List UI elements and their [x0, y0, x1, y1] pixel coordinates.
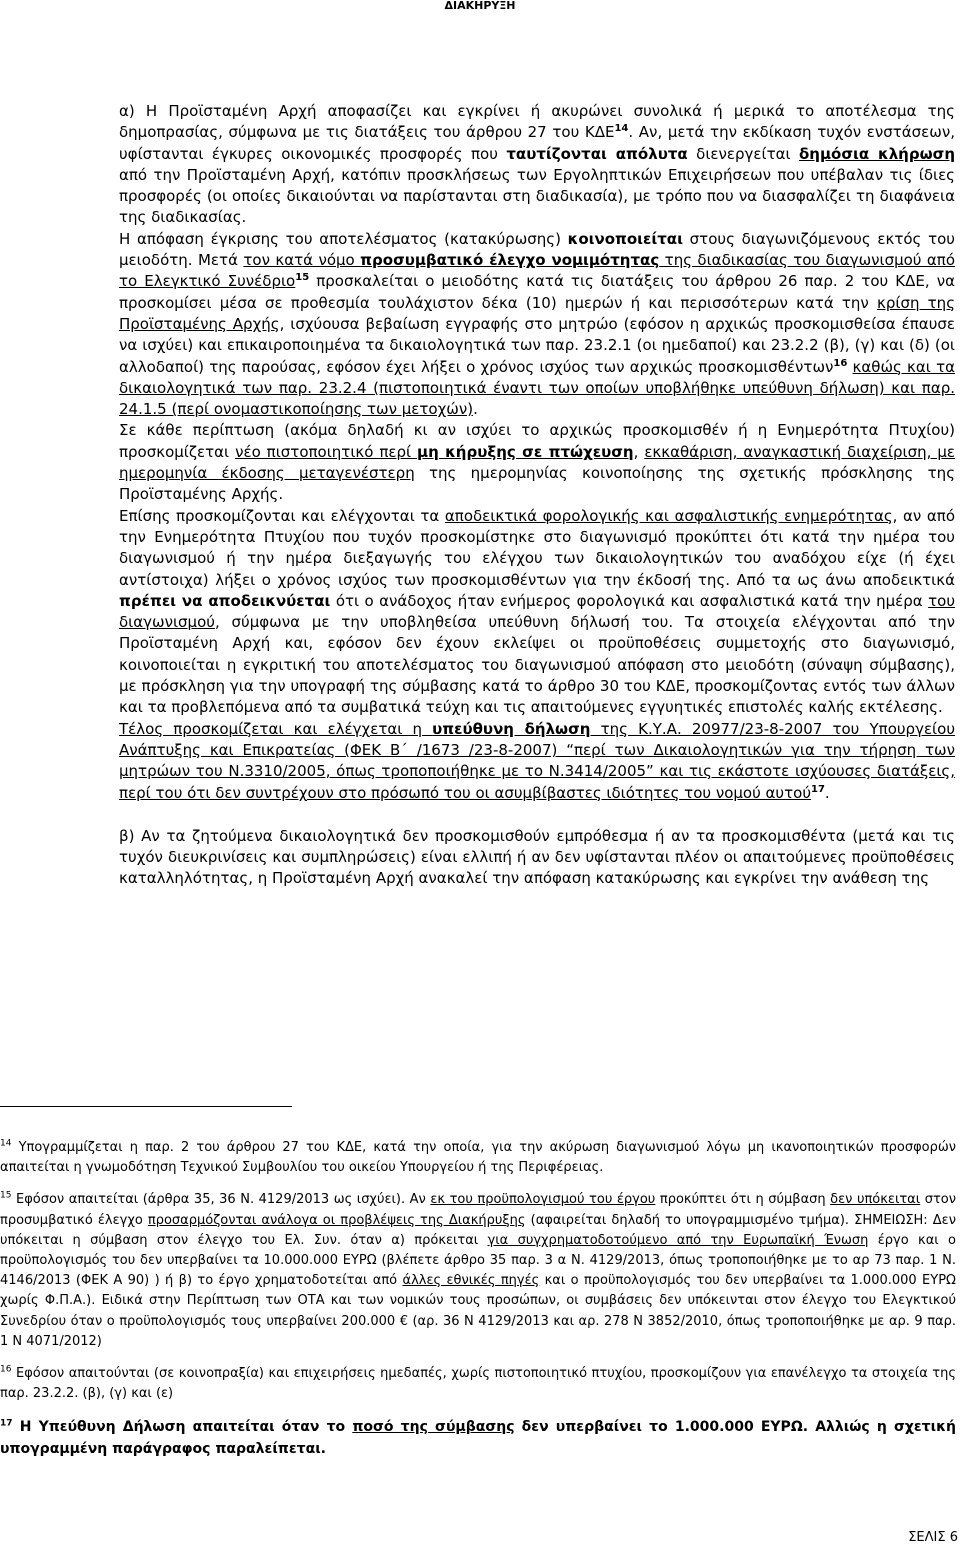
footnote-number: 15 — [0, 1191, 12, 1202]
text: , σύμφωνα με την υποβληθείσα υπεύθυνη δήλωσή του. Τα στοιχεία ελέγχονται από την Προϊσταμένη Αρχή και, εφόσον δεν έχουν εκλείψει οι προϋποθέσεις συμμετοχής στο διαγωνισμό, κοινοποιείται η εγκριτική του αποτελέσματος του διαγωνισμού απόφαση στο μειοδότη (σύναψη σύμβασης), με πρόσκληση για την υπογραφή της σύμβασης κατά το άρθρο 30 του ΚΔΕ, προσκομίζοντας εντός των άλλων και τα προβλεπόμενα από τα συμβατικά τεύχη και τις απαιτούμενες εγγυητικές επιστολές καλής εκτέλεσης. — [119, 613, 955, 717]
footnote-ref-14[interactable]: 14 — [614, 123, 629, 135]
text: Εφόσον απαιτείται (άρθρα 35, 36 Ν. 4129/2013 ως ισχύει). Αν — [11, 1192, 431, 1208]
footnote-number: 14 — [0, 1138, 12, 1149]
underlined-text: νέο πιστοποιητικό περί — [235, 442, 418, 461]
text: στους διαγωνιζόμενους εκτός του μειοδότη. Μετά — [119, 229, 955, 270]
underlined-text: του διαγωνισμού — [119, 591, 955, 632]
text: , αν από την Ενημερότητα Πτυχίου που τυχόν προσκομίστηκε στο διαγωνισμό προκύπτει ότι κατά την ημέρα του διαγωνισμού ή την ημέρα διεξαγωγής του ελέγχου των δικαιολογητικών του αναδόχου είχε (ή έχει αντίστοιχα) λήξει ο χρόνος ισχύος των προσκομισθέντων για την έκδοσή της. Από τα ως άνω αποδεικτικά — [119, 506, 956, 589]
underlined-text: τον κατά νόμο — [243, 251, 361, 270]
bold-underlined-text: υπεύθυνη δήλωση — [432, 719, 591, 738]
bold-underlined-text: δημόσια κλήρωση — [799, 144, 955, 163]
underlined-text: της διαδικασίας του διαγωνισμού από το Ελεγκτικό Συνέδριο — [119, 251, 956, 291]
text: ότι ο ανάδοχος ήταν ενήμερος φορολογικά και ασφαλιστικά κατά την ημέρα — [330, 591, 929, 610]
paragraph-approval — [119, 229, 955, 421]
underlined-text: δεν υπόκειται — [830, 1192, 921, 1208]
paragraph-declaration — [119, 719, 955, 804]
text: προσκαλείται ο μειοδότης κατά τις διατάξεις του άρθρου 26 παρ. 2 του ΚΔΕ, να προσκομίσει μέσα σε προθεσμία τουλάχιστον δέκα (10) ημερών ή και περισσότερων κατά την — [119, 272, 955, 312]
main-body — [119, 101, 955, 890]
footnote-15 — [0, 1190, 956, 1352]
footnote-16 — [0, 1364, 956, 1404]
underlined-text: Τέλος προσκομίζεται και ελέγχεται η — [119, 719, 433, 738]
underlined-text: εκ του προϋπολογισμού του έργου — [430, 1192, 656, 1208]
text: . — [473, 400, 478, 419]
underlined-text: εκκαθάριση, αναγκαστική διαχείριση, με ημερομηνία έκδοσης μεταγενέστερη — [119, 442, 955, 483]
underlined-text: καθώς και τα δικαιολογητικά των παρ. 23.2.4 (πιστοποιητικά έναντι των οποίων υποβλήθηκε υπεύθυνη δήλωση) και παρ. 24.1.5 (περί ονομαστικοποίησης των μετοχών) — [119, 357, 955, 419]
text: διενεργείται — [687, 144, 799, 163]
text: β) Αν τα ζητούμενα δικαιολογητικά δεν προσκομισθούν εμπρόθεσμα ή αν τα προσκομισθέντα (μετά και τις τυχόν διευκρινίσεις και συμπληρώσεις) είναι ελλιπή ή αν δεν υφίστανται πλέον οι απαιτούμενες προϋποθέσεις καταλληλότητας, η Προϊσταμένη Αρχή ανακαλεί την απόφαση κατακύρωσης και εγκρίνει την ανάθεση της — [119, 826, 955, 888]
footnote-number: 16 — [0, 1364, 12, 1375]
text: Υπογραμμίζεται η παρ. 2 του άρθρου 27 του ΚΔΕ, κατά την οποία, για την ακύρωση διαγωνισμού λόγω μη ικανοποιητικών προσφορών απαιτείται η γνωμοδότηση Τεχνικού Συμβουλίου του οικείου Υπουργείου ή της Περιφέρειας. — [0, 1140, 956, 1176]
paragraph-bankruptcy — [119, 420, 955, 505]
footnote-separator — [0, 1106, 292, 1107]
bold-text: ταυτίζονται απόλυτα — [506, 144, 688, 163]
paragraph-b — [119, 826, 955, 890]
paragraph-a — [119, 101, 955, 229]
text: Η απόφαση έγκρισης του αποτελέσματος (κατακύρωσης) — [119, 229, 568, 248]
page-header: ΔΙΑΚΗΡΥΞΗ — [444, 0, 516, 12]
text: στον προσυμβατικό έλεγχο — [0, 1192, 956, 1228]
text: Εφόσον απαιτούνται (σε κοινοπραξία) και επιχειρήσεις ημεδαπές, χωρίς πιστοποιητικό πτυχίου, προσκομίζουν για επανέλεγχο τα στοιχεία της παρ. 23.2.2. (β), (γ) και (ε) — [0, 1366, 956, 1402]
text: έργο και ο προϋπολογισμός του δεν υπερβαίνει τα 10.000.000 ΕΥΡΩ (βλέπετε άρθρο 35 παρ. 3 α Ν. 4129/2013, όπως τροποποιήθηκε με το αρ 73 παρ. 1 Ν. 4146/2013 (ΦΕΚ Α 90) ) ή β) το έργο χρηματοδοτείται από — [0, 1232, 956, 1289]
bold-text: κοινοποιείται — [567, 229, 683, 248]
text: (αφαιρείται δηλαδή το υπογραμμισμένο τμήμα). ΣΗΜΕΙΩΣΗ: Δεν υπόκειται η σύμβαση στον έλεγχο του Ελ. Συν. όταν α) πρόκειται — [0, 1212, 956, 1248]
underlined-text: κρίση της Προϊσταμένης Αρχής — [119, 293, 955, 333]
underlined-text: προσαρμόζονται ανάλογα οι προβλέψεις της Διακήρυξης — [147, 1212, 526, 1228]
footnote-ref-15[interactable]: 15 — [295, 272, 310, 284]
text: από την Προϊσταμένη Αρχή, κατόπιν προσκλήσεως των Εργοληπτικών Επιχειρήσεων που υπέβαλαν τις ίδιες προσφορές (οι οποίες δικαιούνται να παρίστανται στη διαδικασία), με τρόπο που να διασφαλίζει τη διαφάνεια της διαδικασίας. — [119, 165, 955, 227]
bold-underlined-text: προσυμβατικό έλεγχο νομιμότητας — [360, 251, 660, 270]
underlined-text: αποδεικτικά φορολογικής και ασφαλιστικής ενημερότητας — [444, 506, 893, 525]
text: , ισχύουσα βεβαίωση εγγραφής στο μητρώο (εφόσον η αρχικώς προσκομισθείσα έπαυσε να ισχύει) και επικαιροποιημένα τα δικαιολογητικά των παρ. 23.2.1 (οι ημεδαποί) και 23.2.2 (β), (γ) και (δ) (οι αλλοδαποί) της παρούσας, εφόσον έχει λήξει ο χρόνος ισχύος των αρχικώς προσκομισθέντων — [119, 314, 955, 376]
bold-underlined-text: μη κήρυξης σε πτώχευση — [417, 442, 634, 461]
text: δεν υπερβαίνει το 1.000.000 ΕΥΡΩ. Αλλιώς η σχετική υπογραμμένη παράγραφος παραλείπεται. — [0, 1419, 956, 1458]
underlined-text: άλλες εθνικές πηγές — [402, 1273, 540, 1289]
underlined-text: της Κ.Υ.Α. 20977/23-8-2007 του Υπουργείου Ανάπτυξης και Επικρατείας (ΦΕΚ Β΄ /1673 /23-8-2007) “περί των Δικαιολογητικών για την τήρηση των μητρώων του Ν.3310/2005, όπως τροποποιήθηκε με το Ν.3414/2005” και τις εκάστοτε ισχύουσες διατάξεις, περί του ότι δεν συντρέχουν στο πρόσωπό του οι ασυμβίβαστες ιδιότητες του νομού αυτού — [119, 719, 955, 802]
footnote-17 — [0, 1416, 956, 1460]
text: α) Η Προϊσταμένη Αρχή αποφασίζει και εγκρίνει ή ακυρώνει συνολικά ή μερικά το αποτέλεσμα της δημοπρασίας, σύμφωνα με τις διατάξεις του άρθρου 27 του ΚΔΕ — [119, 102, 955, 142]
text: Επίσης προσκομίζονται και ελέγχονται τα — [119, 506, 445, 525]
text: . Αν, μετά την εκδίκαση τυχόν ενστάσεων, υφίστανται έγκυρες οικονομικές προσφορές που — [119, 123, 955, 163]
footnotes — [0, 1138, 956, 1472]
text: , — [633, 442, 645, 461]
text: της ημερομηνίας κοινοποίησης της σχετικής πρόσκλησης της Προϊσταμένης Αρχής. — [119, 464, 955, 504]
underlined-text: ποσό της σύμβασης — [352, 1419, 515, 1436]
underlined-text: για συγχρηματοδοτούμενο από την Ευρωπαϊκή Ένωση — [487, 1232, 869, 1248]
bold-text: πρέπει να αποδεικνύεται — [119, 591, 331, 610]
footnote-ref-17[interactable]: 17 — [811, 783, 825, 795]
paragraph-tax-insurance — [119, 506, 955, 719]
text: Σε κάθε περίπτωση (ακόμα δηλαδή κι αν ισχύει το αρχικώς προσκομισθέν ή η Ενημερότητα Πτυχίου) προσκομίζεται — [119, 421, 955, 461]
footnote-ref-16[interactable]: 16 — [833, 357, 848, 369]
text: Η Υπεύθυνη Δήλωση απαιτείται όταν το — [12, 1419, 353, 1436]
page-number: ΣΕΛΙΣ 6 — [908, 1530, 958, 1545]
text: και ο προϋπολογισμός του δεν υπερβαίνει τα 1.000.000 ΕΥΡΩ χωρίς Φ.Π.Α.). Ειδικά στην Περίπτωση των ΟΤΑ και των νομικών τους προσώπων, οι συμβάσεις δεν υπόκεινται στον έλεγχο του Ελεγκτικού Συνεδρίου όταν ο προϋπολογισμός τους υπερβαίνει 200.000 € (αρ. 36 Ν 4129/2013 και αρ. 278 Ν 3852/2010, όπως τροποποιήθηκε με αρ. 9 παρ. 1 Ν 4071/2012) — [0, 1273, 956, 1349]
text: προκύπτει ότι η σύμβαση — [655, 1192, 831, 1208]
footnote-number: 17 — [0, 1418, 13, 1429]
footnote-14 — [0, 1138, 956, 1178]
text: . — [824, 783, 830, 802]
